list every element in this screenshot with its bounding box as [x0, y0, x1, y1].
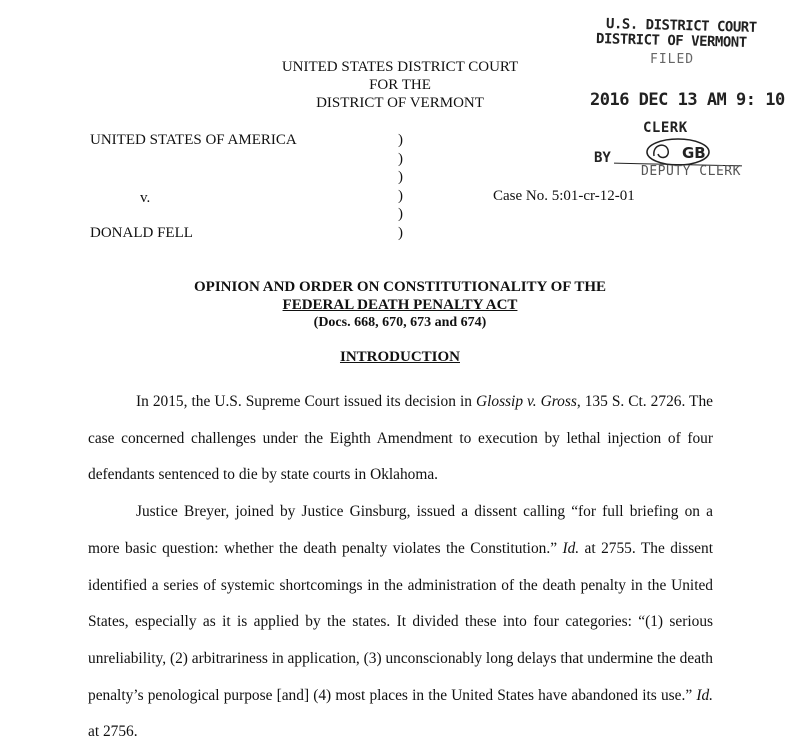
caption-paren: ): [398, 150, 403, 167]
court-for-the: FOR THE: [369, 77, 431, 93]
title-line-2: FEDERAL DEATH PENALTY ACT: [282, 297, 518, 313]
court-header: [250, 58, 550, 112]
p2-text-b: at 2755. The dissent identified a series of systemic shortcomings in the administration of the death penalty in the United States, especially as it is applied by the states. It divided these into four categories: “(1) serious unreliability, (2) arbitrariness in application, (3) unconscionably long delays that undermine the death penalty’s penological purpose [and] (4) most places in the United States have abandoned its use.”: [88, 539, 713, 704]
p2-text-a: Justice Breyer, joined by Justice Ginsburg, issued a dissent calling “for full briefing on a more basic question: whether the death penalty violates the Constitution.”: [88, 503, 713, 557]
stamp-district: DISTRICT OF VERMONT: [595, 31, 747, 51]
caption-paren: ): [398, 132, 403, 148]
document-title: [160, 278, 640, 332]
introduction-heading: INTRODUCTION: [339, 349, 460, 365]
defendant-name: DONALD FELL: [90, 225, 193, 241]
caption-parentheses: [398, 131, 418, 243]
court-district: DISTRICT OF VERMONT: [316, 95, 484, 111]
p2-text-c: at 2756.: [88, 723, 138, 741]
case-number: Case No. 5:01-cr-12-01: [493, 188, 635, 204]
stamp-court: U.S. DISTRICT COURT: [605, 16, 757, 36]
stamp-datetime: 2016 DEC 13 AM 9: 10: [590, 90, 785, 110]
body-text: [88, 384, 713, 751]
id-citation-1: Id.: [562, 539, 580, 557]
versus-label: v.: [140, 190, 151, 206]
caption-paren: ): [398, 187, 403, 204]
caption-paren: ): [398, 169, 403, 186]
title-line-1: OPINION AND ORDER ON CONSTITUTIONALITY OF THE: [193, 279, 606, 295]
stamp-filed: FILED: [650, 52, 695, 67]
paragraph-1: [88, 384, 713, 494]
stamp-deputy-clerk: DEPUTY CLERK: [641, 164, 741, 179]
signature-initials: GB: [682, 144, 706, 162]
stamp-by: BY: [594, 150, 611, 166]
title-docs: (Docs. 668, 670, 673 and 674): [313, 315, 487, 330]
caption-paren: ): [398, 206, 403, 223]
stamp-clerk: CLERK: [643, 120, 688, 136]
caption-paren: ): [398, 224, 403, 241]
p1-text-a: In 2015, the U.S. Supreme Court issued its decision in: [136, 393, 476, 410]
plaintiff-name: UNITED STATES OF AMERICA: [90, 132, 297, 148]
id-citation-2: Id.: [696, 686, 713, 704]
p1-text-b: , 135 S. Ct. 2726. The case concerned challenges under the Eighth Amendment to execution by lethal injection of four defendants sentenced to die by state courts in Oklahoma.: [88, 393, 713, 484]
paragraph-2: [88, 494, 713, 751]
court-name: UNITED STATES DISTRICT COURT: [281, 59, 519, 75]
case-citation: Glossip v. Gross: [475, 393, 577, 410]
